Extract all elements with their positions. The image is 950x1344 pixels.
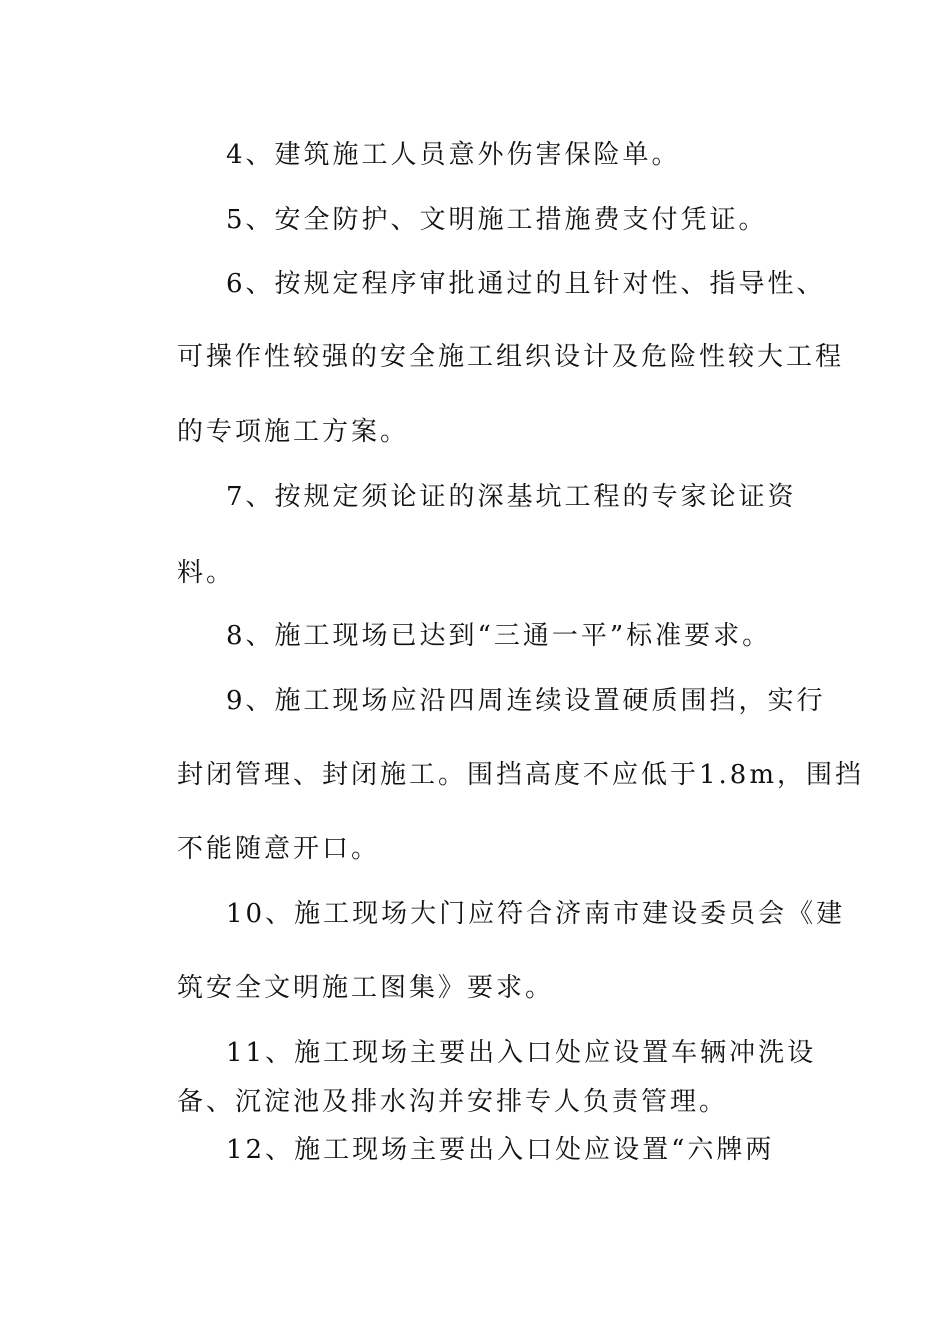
paragraph-7-line-1: 7、按规定须论证的深基坑工程的专家论证资 [226,482,797,512]
paragraph-10-line-2: 筑安全文明施工图集》要求。 [177,973,555,1003]
paragraph-6-line-3: 的专项施工方案。 [177,417,410,447]
paragraph-6-line-2: 可操作性较强的安全施工组织设计及危险性较大工程 [177,342,845,372]
paragraph-4-line-1: 4、建筑施工人员意外伤害保险单。 [226,140,681,170]
paragraph-7-line-2: 料。 [177,558,236,588]
paragraph-11-line-1: 11、施工现场主要出入口处应设置车辆冲洗设 [226,1038,817,1068]
paragraph-6-line-1: 6、按规定程序审批通过的且针对性、指导性、 [226,269,826,299]
paragraph-9-line-3: 不能随意开口。 [177,834,381,864]
paragraph-12-line-1: 12、施工现场主要出入口处应设置“六牌两 [226,1135,775,1165]
paragraph-9-line-1: 9、施工现场应沿四周连续设置硬质围挡，实行 [226,686,826,716]
paragraph-8-line-1: 8、施工现场已达到“三通一平”标准要求。 [226,621,772,651]
paragraph-5-line-1: 5、安全防护、文明施工措施费支付凭证。 [226,205,768,235]
paragraph-10-line-1: 10、施工现场大门应符合济南市建设委员会《建 [226,899,846,929]
paragraph-11-line-2: 备、沉淀池及排水沟并安排专人负责管理。 [177,1087,729,1117]
paragraph-9-line-2: 封闭管理、封闭施工。围挡高度不应低于1.8m，围挡 [177,760,865,790]
